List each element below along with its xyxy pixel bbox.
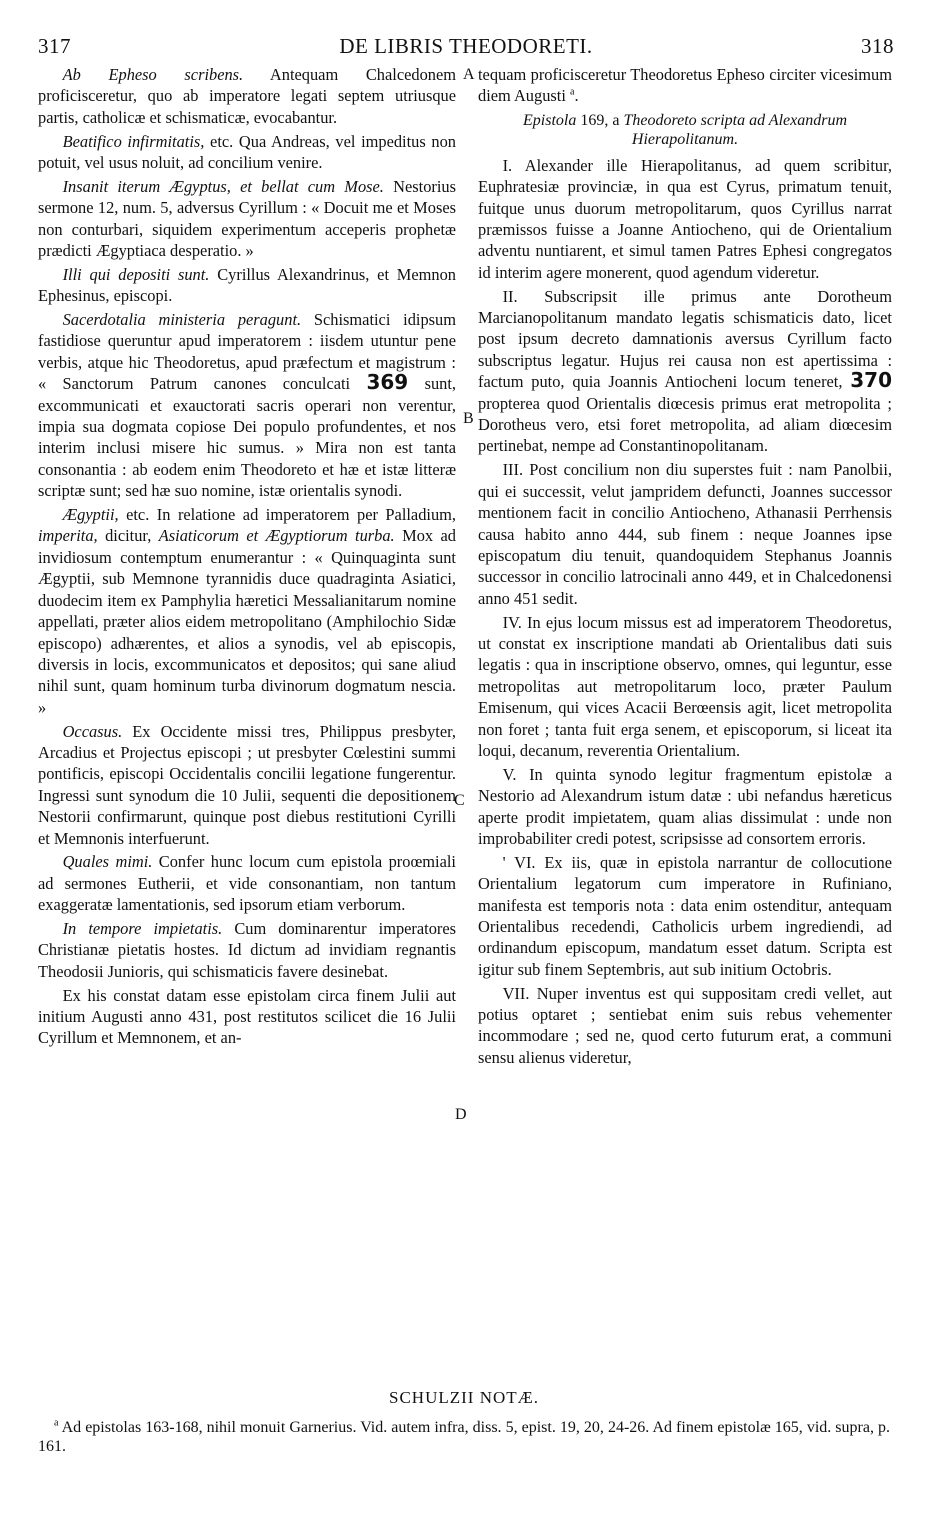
note-text: sunt, excommunicati et exauctorati sacris operari non verentur, impia sua dogmata copiose Dei populo profundentes, et nos interim inclusi misere hic sumus. » Mira non est tanta consonantia : ab eodem enim Theodoreto et hæ et istæ litteræ scriptæ sunt; sed hæ suo nomine, istæ orientalis synodi.	[38, 374, 456, 501]
section-paragraph: ' VI. Ex iis, quæ in epistola narrantur de collocutione Orientalium legatorum cum imperatore in Rufiniano, manifesta est temporis nota : data enim ostenditur, antequam Orientalibus recedendi, Catholicis urbem ingrediendi, ad ordinandum episcopum, mandatum esset datum. Scripta est igitur sub finem Septembris, aut sub initium Octobris.	[478, 852, 892, 979]
lemma: Quales mimi.	[62, 852, 153, 872]
note-text: etc. In relatione ad imperatorem per Palladium,	[118, 505, 456, 525]
note-paragraph	[38, 131, 456, 174]
lemma: Beatifico infirmitatis,	[62, 131, 205, 151]
note-text: propterea quod Orientalis diœcesis primus erat metropolita ; Dorotheus vero, etsi foret metropolita, ad aliam diœcesim pertinebat, nempe ad Constantinopolitanam.	[478, 393, 892, 456]
note-text: Antequam Chalcedonem proficisceretur, quo ab imperatore legati septem utriusque partis, catholicæ et schismaticæ, evocabantur.	[38, 65, 456, 127]
running-header	[38, 34, 894, 60]
note-paragraph	[38, 721, 456, 849]
note-text: Mox ad invidiosum contemptum enumerantur : « Quinquaginta sunt Ægyptii, sub Memnone tyrannidis duce quadraginta Asiatici, duodecim item ex Pamphylia hæretici Messalianitarum nomine appellati, præter alios eidem metropolitano (Amphilochio Sidæ episcopo) adhærentes, et alios a synodis, vel ab episcopis, diversis in locis, excommunicatos et depositos; qui sane aliud nihil sunt, quam hominum turba divinorum dogmatum nescia. »	[38, 526, 457, 717]
page-number-right: 318	[861, 34, 894, 58]
right-column	[478, 64, 892, 1071]
section-paragraph: V. In quinta synodo legitur fragmentum epistolæ a Nestorio ad Alexandrum istum datæ : ubi nefandus hæreticus aperte prodit impietatem, quam alias dissimulat : unde non improbabiliter credi potest, scripsisse ad consortem erroris.	[478, 764, 892, 848]
epistle-heading	[478, 111, 892, 149]
lemma: Insanit iterum Ægyptus, et bellat cum Mose.	[62, 176, 384, 196]
margin-letter-c: C	[454, 792, 465, 809]
note-text: Cyrillus Alexandrinus, et Memnon Ephesinus, episcopi.	[38, 264, 456, 306]
left-column	[38, 64, 456, 1051]
continuation-paragraph	[478, 64, 892, 107]
page-number-left: 317	[38, 34, 71, 58]
lemma: Ab Epheso scribens.	[62, 65, 244, 84]
note-text: Confer hunc locum cum epistola proœmiali ad sermones Eutherii, et vide consonantiam, non tantum exaggeratæ lamentationis, sed ipsorum etiam verborum.	[38, 852, 456, 915]
note-paragraph	[38, 309, 456, 502]
italic-quote: imperita,	[38, 526, 98, 546]
epistle-number: 169,	[576, 111, 613, 129]
margin-letter-a: A	[463, 66, 475, 83]
section-paragraph	[478, 286, 892, 457]
note-paragraph	[38, 851, 456, 915]
footnote-marker: a	[569, 86, 575, 98]
note-text: Nestorius sermone 12, num. 5, adversus Cyrillum : « Docuit me et Moses non conturbari, siquidem experimentum acceperis prophetæ prædicti Ægyptiaca desperatio. »	[38, 176, 456, 261]
note-text: Cum dominarentur imperatores Christianæ pietatis hostes. Id dictum ad invidiam regnantis Theodosii Junioris, qui schismaticis favere desinebat.	[38, 918, 457, 981]
margin-letter-b: B	[463, 410, 474, 427]
note-text: Schismatici idipsum fastidiose queruntur apud imperatorem : iisdem utuntur pene verbis, atque hic Theodoretus, apud præfectum et magistrum : « Sanctorum Patrum canones conculcati	[38, 310, 457, 394]
lemma: Sacerdotalia ministeria peragunt.	[62, 310, 302, 330]
section-paragraph: IV. In ejus locum missus est ad imperatorem Theodoretus, ut constat ex inscriptione mandati ab Orientalibus dati suis legatis : qua in inscriptione observo, omnes, qui leguntur, esse metropolitas aut metropolitarum loco, præter Paulum Emisenum, qui vices Acacii Berœensis agit, licet metropolita non foret ; tanta fuit erga senem, et episcoporum, si liceat ita loqui, decanum, reverentia Orientalium.	[478, 612, 892, 760]
section-paragraph: VII. Nuper inventus est qui suppositam credi vellet, aut potius optaret ; sentiebat enim suis rebus vehementer incommodare ; sed ne, quod certo futurum erat, a communi sensu alienus videretur,	[478, 983, 892, 1067]
footnote-marker: a	[54, 1417, 59, 1429]
notes-heading: SCHULZII NOTÆ.	[389, 1388, 539, 1407]
note-paragraph	[38, 264, 456, 307]
footnote	[38, 1418, 890, 1456]
column-number-marker: 370	[850, 368, 892, 393]
epistle-heading-a: a	[612, 111, 620, 129]
note-text: tequam proficisceretur Theodoretus Epheso circiter vicesimum diem Augusti	[478, 65, 892, 106]
note-text: dicitur,	[97, 526, 159, 546]
note-paragraph	[38, 918, 456, 982]
lemma: Occasus.	[62, 721, 123, 741]
note-text: Ex Occidente missi tres, Philippus presbyter, Arcadius et Projectus episcopi ; ut presbyter Cœlestini summi pontificis, episcopi Occidentalis concilii legatione fungerentur. Ingressi sunt synodum die 10 Julii, sequenti die depositionem Nestorii confirmarunt, quinque post diebus restitutioni Cyrilli et Memnonis interfuerunt.	[38, 721, 456, 848]
epistle-heading-prefix: Epistola	[523, 111, 577, 129]
note-paragraph	[38, 64, 456, 128]
footnote-text: Ad epistolas 163-168, nihil monuit Garnerius. Vid. autem infra, diss. 5, epist. 19, 20, 24-26. Ad finem epistolæ 165, vid. supra, p. 161.	[38, 1419, 890, 1455]
note-paragraph	[38, 504, 456, 718]
margin-letter-d: D	[455, 1106, 467, 1123]
note-text: .	[574, 86, 579, 106]
lemma: In tempore impietatis.	[62, 918, 223, 938]
column-number-marker: 369	[366, 370, 409, 395]
note-paragraph: Ex his constat datam esse epistolam circa finem Julii aut initium Augusti anno 431, post restitutos scilicet die 16 Julii Cyrillum et Memnonem, et an-	[38, 985, 456, 1048]
section-paragraph: I. Alexander ille Hierapolitanus, ad quem scribitur, Euphratesiæ provinciæ, in qua est Cyrus, primatum tenuit, fuitque unus duorum metropolitarum, quos Cyrillus narrat præmissos fuisse a Joanne Antiocheno, qui de Orientalium adventu nuntiarent, et simul tamen Patres Ephesi congregatos id interim agere monerent, quod agendum videretur.	[478, 155, 892, 282]
lemma: Illi qui depositi sunt.	[62, 264, 210, 284]
note-text: etc. Qua Andreas, vel impeditus non potuit, vel usus noluit, ad concilium venire.	[38, 131, 456, 173]
note-paragraph	[38, 176, 456, 262]
running-title: DE LIBRIS THEODORETI.	[339, 34, 593, 58]
section-paragraph: III. Post concilium non diu superstes fuit : nam Panolbii, qui ei successit, velut jampridem defuncti, Joannes successor mentionem facit in concilio Antiocheno, Athanasii Perrhensis causa habito anno 444, sub finem : neque Joannes ipse episcopatum diu tenuit, quandoquidem Stephanus Joannis successor in concilio latrocinali anno 449, et in Chalcedonensi anno 451 sedit.	[478, 460, 892, 608]
note-text: II. Subscripsit ille primus ante Dorotheum Marcianopolitanum mandato legatis schismaticis dato, licet post ipsum decreto damnationis aversus Cyrillum facto subscriptus legatur. Hujus rei causa non est apertissima : factum puto, quia Joannis Antiocheni locum teneret,	[478, 286, 892, 392]
italic-quote: Asiaticorum et Ægyptiorum turba.	[158, 526, 395, 546]
lemma: Ægyptii,	[62, 505, 119, 525]
epistle-heading-title: Theodoreto scripta ad Alexandrum Hierapolitanum.	[619, 111, 847, 148]
